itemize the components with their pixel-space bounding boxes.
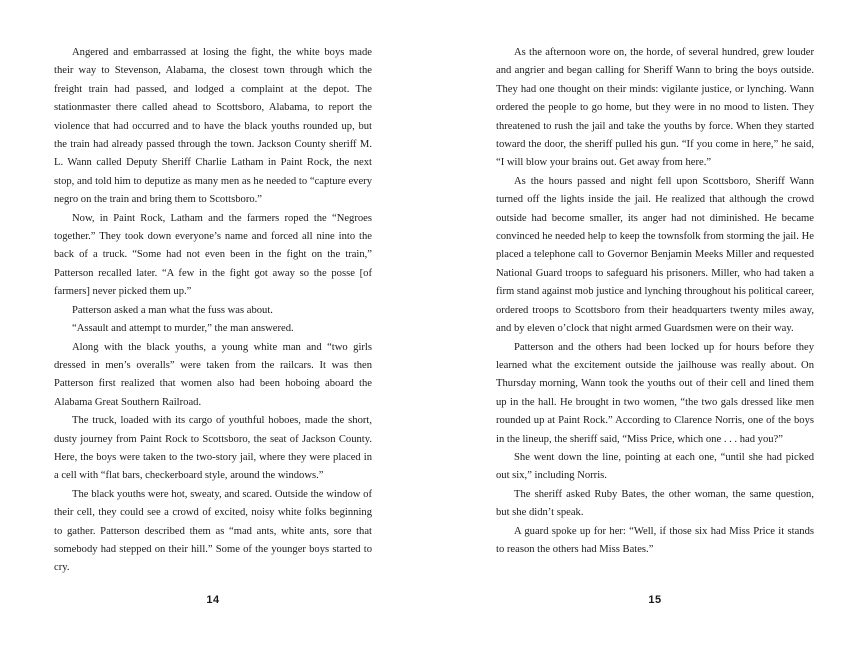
paragraph: Patterson asked a man what the fuss was about. [72,304,273,316]
page-number-right: 15 [648,594,662,606]
paragraph: The black youths were hot, sweaty, and scared. Outside the window of their cell, they could see a crowd of excited, noisy white folks beginning to gather. Patterson described them as “mad ants, white ants, sore that somebody had stepped on their hill.” Some of the younger boys started to cry. [54,488,372,574]
right-page [496,44,814,559]
paragraph: The truck, loaded with its cargo of youthful hoboes, made the short, dusty journey from Paint Rock to Scottsboro, the seat of Jackson County. Here, the boys were taken to the two-story jail, where they were placed in a cell with “flat bars, checkerboard style, around the windows.” [54,415,372,482]
paragraph: Angered and embarrassed at losing the fight, the white boys made their way to Stevenson, Alabama, the closest town through which the freight train had passed, and lodged a complaint at the depot. The stationmaster there called ahead to Scottsboro, Alabama, to report the violence that had occurred and to have the black youths rounded up, but the train had already passed through the town. Jackson County sheriff M. L. Wann called Deputy Sheriff Charlie Latham in Paint Rock, the next stop, and told him to deputize as many men as he needed to “capture every negro on the train and bring them to Scottsboro.” [54,47,372,206]
left-page [54,44,372,578]
paragraph: Patterson and the others had been locked up for hours before they learned what the excitement outside the jailhouse was really about. On Thursday morning, Wann took the youths out of their cell and lined them up in the hall. He brought in two women, “the two gals dressed like men rounded up at Paint Rock.” According to Clarence Norris, one of the boys in the lineup, the sheriff said, “Miss Price, which one . . . had you?” [496,341,814,445]
paragraph: “Assault and attempt to murder,” the man answered. [72,323,294,335]
paragraph: Along with the black youths, a young white man and “two girls dressed in men’s overalls” were taken from the railcars. It was then Patterson first realized that women also had been hoboing aboard the Alabama Great Southern Railroad. [54,341,372,408]
paragraph: The sheriff asked Ruby Bates, the other woman, the same question, but she didn’t speak. [496,488,814,519]
paragraph: As the afternoon wore on, the horde, of several hundred, grew louder and angrier and began calling for Sheriff Wann to bring the boys outside. They had one thought on their minds: vigilante justice, or lynching. Wann ordered the people to go home, but they were in no mood to listen. They threatened to rush the jail and take the youths by force. When they started toward the door, the sheriff pulled his gun. “If you come in here,” he said, “I will blow your brains out. Get away from here.” [496,47,814,169]
paragraph: As the hours passed and night fell upon Scottsboro, Sheriff Wann turned off the lights inside the jail. He realized that although the crowd outside had become smaller, its anger had not diminished. He became convinced he needed help to keep the townsfolk from storming the jail. He placed a telephone call to Governor Benjamin Meeks Miller and requested National Guard troops to safeguard his prisoners. Miller, who had taken a firm stand against mob justice and lynching throughout his political career, ordered troops to Scottsboro from their headquarters twenty miles away, and by eleven o’clock that night armed Guardsmen were on their way. [496,175,814,335]
paragraph: Now, in Paint Rock, Latham and the farmers roped the “Negroes together.” They took down everyone’s name and forced all nine into the back of a truck. “Some had not even been in the fight on the train,” Patterson recalled later. “A few in the fight got away so the posse [of farmers] never picked them up.” [54,212,372,298]
paragraph: She went down the line, pointing at each one, “until she had picked out six,” including Norris. [496,451,814,482]
paragraph: A guard spoke up for her: “Well, if those six had Miss Price it stands to reason the others had Miss Bates.” [496,525,814,555]
page-number-left: 14 [206,594,220,606]
